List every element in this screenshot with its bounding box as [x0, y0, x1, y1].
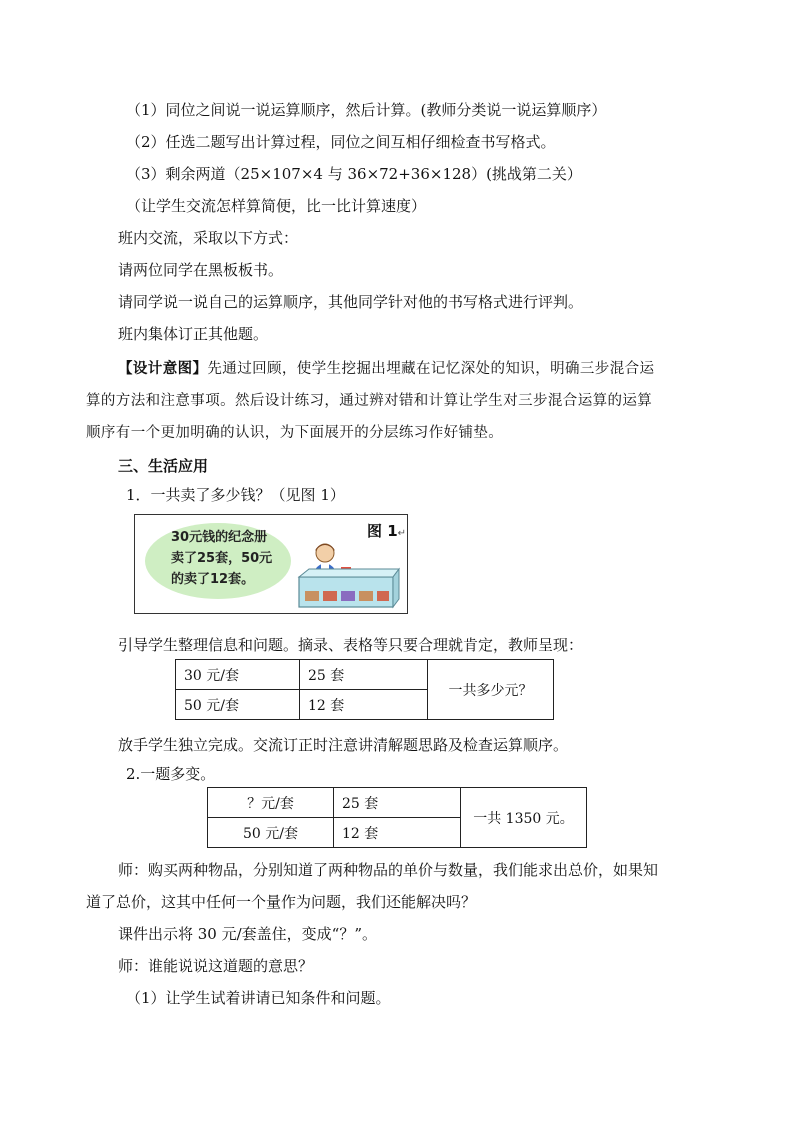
- table-row: [208, 788, 587, 818]
- table-question-cell: 一共多少元？: [428, 660, 554, 720]
- step-2-text: （2）任选二题写出计算过程，同位之间互相仔细检查书写格式。: [126, 133, 556, 151]
- bubble-text: 30元钱的纪念册 卖了25套，50元 的卖了12套。: [171, 530, 273, 587]
- table-cell: 50 元/套: [208, 818, 334, 848]
- table-cell: 25 套: [300, 660, 428, 690]
- class-exchange-text: 班内交流，采取以下方式：: [118, 229, 299, 247]
- design-intent-line-2: 算的方法和注意事项。然后设计练习，通过辨对错和计算让学生对三步混合运算的运算: [86, 393, 653, 409]
- teacher-question-line-2: 道了总价，这其中任何一个量作为问题，我们还能解决吗？: [86, 893, 477, 911]
- question-2-text: 2.一题多变。: [126, 765, 216, 783]
- courseware-text: 课件出示将 30 元/套盖住，变成“？”。: [118, 925, 378, 943]
- design-intent-line-1: 【设计意图】先通过回顾，使学生挖掘出埋藏在记忆深处的知识，明确三步混合运: [118, 361, 655, 377]
- price-table-2: [207, 787, 587, 848]
- table-question-cell: 一共 1350 元。: [461, 788, 587, 848]
- price-table-1: [175, 659, 554, 720]
- teacher-prompt-text: 师：谁能说说这道题的意思？: [118, 957, 314, 975]
- figure-1-illustration: [134, 514, 408, 614]
- table-cell: 25 套: [334, 788, 461, 818]
- teacher-question-line-1: 师：购买两种物品，分别知道了两种物品的单价与数量，我们能求出总价，如果知: [118, 861, 659, 879]
- figure-label: 图 1↵: [367, 522, 407, 540]
- table-cell: 30 元/套: [176, 660, 300, 690]
- step-3-text: （3）剩余两道（25×107×4 与 36×72+36×128）(挑战第二关）: [126, 165, 582, 183]
- correction-text: 班内集体订正其他题。: [118, 325, 269, 343]
- question-1-text: 1．一共卖了多少钱？（见图 1）: [126, 486, 345, 504]
- blackboard-text: 请两位同学在黑板板书。: [118, 261, 284, 279]
- design-intent-label: 【设计意图】: [118, 361, 208, 377]
- table-cell: 12 套: [334, 818, 461, 848]
- student-task-text: （1）让学生试着讲请已知条件和问题。: [126, 989, 391, 1007]
- table-cell: 12 套: [300, 690, 428, 720]
- evaluation-text: 请同学说一说自己的运算顺序，其他同学针对他的书写格式进行评判。: [118, 293, 584, 311]
- step-1-text: （1）同位之间说一说运算顺序，然后计算。(教师分类说一说运算顺序）: [126, 101, 607, 119]
- independent-work-text: 放手学生独立完成。交流订正时注意讲清解题思路及检查运算顺序。: [118, 736, 569, 754]
- design-intent-line-3: 顺序有一个更加明确的认识，为下面展开的分层练习作好铺垫。: [86, 425, 504, 441]
- table-row: [176, 660, 554, 690]
- section-heading: 三、生活应用: [118, 457, 209, 475]
- step-note-text: （让学生交流怎样算简便，比一比计算速度）: [126, 197, 427, 215]
- shopkeeper-counter-icon: [295, 539, 407, 611]
- table-cell: 50 元/套: [176, 690, 300, 720]
- organize-info-text: 引导学生整理信息和问题。摘录、表格等只要合理就肯定，教师呈现：: [118, 636, 584, 654]
- table-cell: ？元/套: [208, 788, 334, 818]
